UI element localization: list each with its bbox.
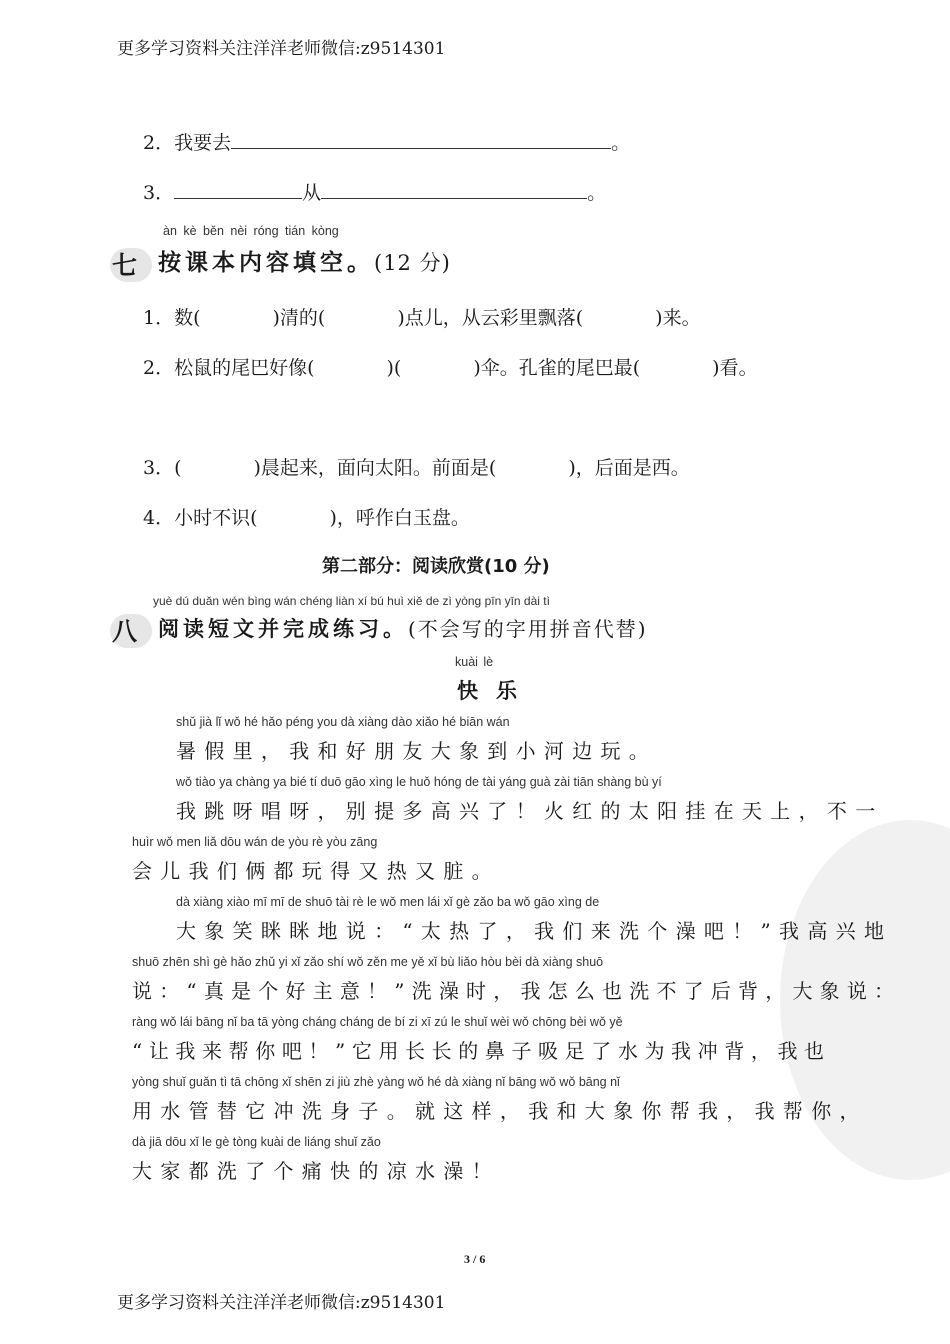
q3-part-a: 3．( [143, 457, 182, 479]
answer-blank[interactable] [321, 197, 587, 199]
q2-part-d: )看。 [712, 357, 758, 379]
question-3-end: 。 [587, 182, 607, 204]
section-8-heading [110, 612, 648, 648]
section-7-score: (12 分) [374, 251, 451, 275]
story-line-2: 我跳呀唱呀，别提多高兴了！火红的太阳挂在天上，不一 [176, 799, 884, 823]
story-pinyin-7: yòng shuǐ guǎn tì tā chōng xǐ shēn zi jiù zhè yàng wǒ hé dà xiàng nǐ bāng wǒ wǒ bāng nǐ [132, 1075, 620, 1089]
section-8-title: 阅读短文并完成练习。 [158, 617, 408, 641]
story-pinyin-6: ràng wǒ lái bāng nǐ ba tā yòng cháng cháng de bí zi xī zú le shuǐ wèi wǒ chōng bèi wǒ yě [132, 1015, 623, 1029]
question-2-continued [143, 128, 630, 155]
part-2-title: 第二部分：阅读欣赏(10 分) [322, 556, 550, 577]
q4-part-a: 4．小时不识( [143, 507, 258, 529]
q1-part-c: )点儿，从云彩里飘落( [397, 307, 584, 329]
question-3-mid: 从 [302, 182, 322, 204]
section-7-q1 [143, 303, 701, 330]
story-pinyin-8: dà jiā dōu xǐ le gè tòng kuài de liáng shuǐ zǎo [132, 1135, 381, 1149]
section-8-number: 八 [112, 617, 142, 646]
section-8-pinyin: yuè dú duǎn wén bìng wán chéng liàn xí bú huì xiě de zì yòng pīn yīn dài tì [153, 594, 550, 608]
section-8-note: (不会写的字用拼音代替) [408, 617, 648, 641]
question-3-prefix: 3． [143, 182, 175, 204]
q1-part-a: 1．数( [143, 307, 201, 329]
answer-blank[interactable] [231, 147, 611, 149]
section-7-pinyin: àn kè běn nèi róng tián kòng [163, 224, 339, 238]
answer-blank[interactable] [174, 197, 302, 199]
story-pinyin-4: dà xiàng xiào mī mī de shuō tài rè le wǒ men lái xǐ gè zǎo ba wǒ gāo xìng de [176, 895, 600, 909]
q2-part-b: )( [386, 357, 402, 379]
story-line-3: 会儿我们俩都玩得又热又脏。 [132, 859, 500, 883]
section-7-q4 [143, 503, 470, 530]
question-2-end: 。 [611, 132, 631, 154]
footer-text: 更多学习资料关注洋洋老师微信:z9514301 [117, 1293, 446, 1313]
story-pinyin-2: wǒ tiào ya chàng ya bié tí duō gāo xìng le huǒ hóng de tài yáng guà zài tiān shàng bù yí [176, 775, 662, 789]
section-8-badge [110, 612, 152, 648]
story-line-6: “让我来帮你吧！”它用长长的鼻子吸足了水为我冲背，我也 [132, 1039, 831, 1063]
q3-part-b: )晨起来，面向太阳。前面是( [253, 457, 497, 479]
question-3-continued [143, 178, 606, 205]
section-7-q3 [143, 453, 690, 480]
q1-part-d: )来。 [655, 307, 701, 329]
section-7-q2 [143, 353, 758, 380]
q2-part-a: 2．松鼠的尾巴好像( [143, 357, 315, 379]
section-7-badge [110, 246, 152, 282]
story-pinyin-1: shǔ jià lǐ wǒ hé hǎo péng you dà xiàng dào xiǎo hé biān wán [176, 715, 510, 729]
section-7-heading [110, 244, 451, 282]
q1-part-b: )清的( [272, 307, 326, 329]
section-7-title: 按课本内容填空。 [158, 250, 374, 276]
header-text: 更多学习资料关注洋洋老师微信:z9514301 [117, 39, 446, 59]
story-line-1: 暑假里，我和好朋友大象到小河边玩。 [176, 739, 658, 763]
question-2-prefix: 2．我要去 [143, 132, 232, 154]
story-line-5: 说：“真是个好主意！”洗澡时，我怎么也洗不了后背，大象说： [132, 979, 902, 1003]
page-number: 3 / 6 [464, 1252, 486, 1266]
story-title-pinyin: kuài lè [455, 655, 494, 669]
story-line-7: 用水管替它冲洗身子。就这样，我和大象你帮我，我帮你， [132, 1099, 868, 1123]
q4-part-b: )，呼作白玉盘。 [329, 507, 470, 529]
story-pinyin-5: shuō zhēn shì gè hǎo zhǔ yi xǐ zǎo shí wǒ zěn me yě xǐ bù liǎo hòu bèi dà xiàng shuō [132, 955, 604, 969]
story-title: 快乐 [457, 679, 535, 703]
story-pinyin-3: huìr wǒ men liǎ dōu wán de yòu rè yòu zāng [132, 835, 378, 849]
q3-part-c: )，后面是西。 [568, 457, 690, 479]
q2-part-c: )伞。孔雀的尾巴最( [473, 357, 641, 379]
section-7-number: 七 [112, 250, 142, 280]
story-line-4: 大象笑眯眯地说：“太热了，我们来洗个澡吧！”我高兴地 [176, 919, 893, 943]
story-line-8: 大家都洗了个痛快的凉水澡！ [132, 1159, 500, 1183]
